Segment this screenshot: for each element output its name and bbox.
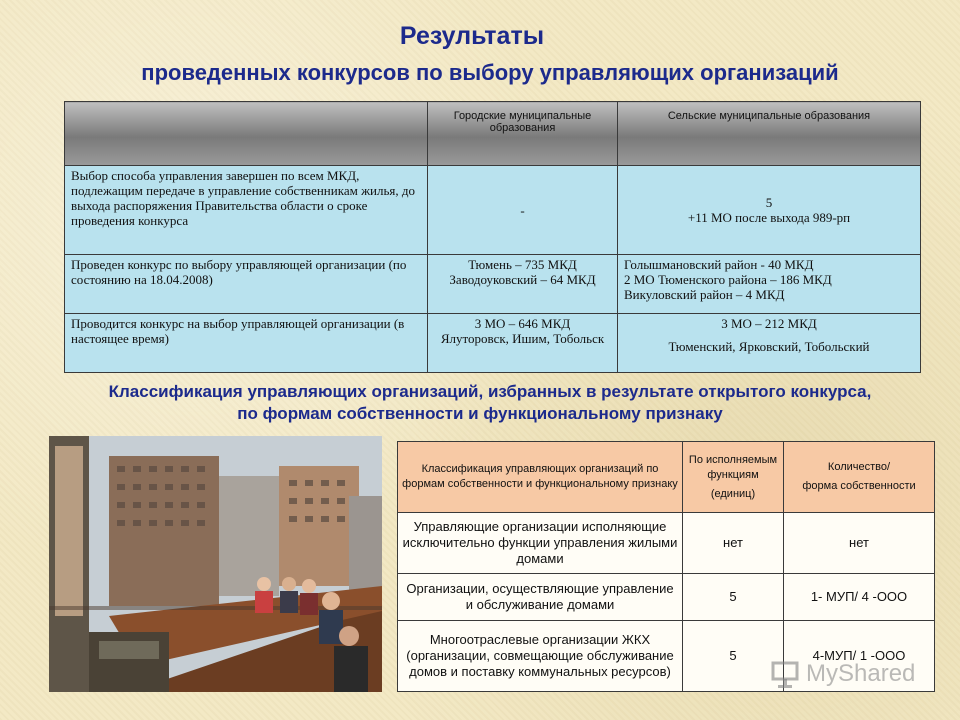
org-count: 5	[683, 574, 784, 621]
classification-header-functions	[683, 442, 784, 513]
classification-header-type: Классификация управляющих организаций по формам собственности и функциональному признаку	[398, 442, 683, 513]
org-count: 5	[683, 621, 784, 692]
rural-line: Тюменский, Ярковский, Тобольский	[668, 339, 870, 354]
org-type: Многоотраслевые организации ЖКХ (организации, совмещающие обслуживание домов и поставку коммунальных ресурсов)	[398, 621, 683, 692]
urban-line: 3 МО – 646 МКД	[474, 316, 571, 331]
results-table	[64, 101, 921, 373]
row-label: Выбор способа управления завершен по всем МКД, подлежащим передаче в управление собственникам жилья, до выхода распоряжения Правительства области о сроке проведения конкурса	[65, 166, 428, 255]
row-label: Проведен конкурс по выбору управляющей организации (по состоянию на 18.04.2008)	[65, 255, 428, 314]
rural-value	[618, 314, 921, 373]
rural-line: Голышмановский район - 40 МКД	[624, 257, 814, 272]
classification-header-ownership	[784, 442, 935, 513]
rural-line: Викуловский район – 4 МКД	[624, 287, 785, 302]
results-header-urban: Городские муниципальные образования	[428, 102, 618, 166]
urban-value: -	[428, 166, 618, 255]
org-type: Организации, осуществляющие управление и обслуживание домами	[398, 574, 683, 621]
org-ownership: 4-МУП/ 1 -ООО	[784, 621, 935, 692]
section-subtitle-line2: по формам собственности и функциональному признаку	[237, 404, 723, 423]
table-row	[398, 574, 935, 621]
rural-value	[618, 166, 921, 255]
table-row	[65, 255, 921, 314]
urban-line: Заводоуковский – 64 МКД	[449, 272, 596, 287]
row-label: Проводится конкурс на выбор управляющей организации (в настоящее время)	[65, 314, 428, 373]
urban-value	[428, 314, 618, 373]
results-header-empty	[65, 102, 428, 166]
header-line: По исполняемым функциям	[688, 453, 778, 481]
watermark-text: MyShared	[806, 660, 916, 687]
page-title: Результаты	[399, 22, 545, 50]
page-title-line2: проведенных конкурсов по выбору управляющих организаций	[141, 60, 839, 85]
rural-line: 3 МО – 212 МКД	[721, 316, 817, 331]
header-line: Количество/	[827, 461, 891, 473]
rural-value	[618, 255, 921, 314]
watermark-logo	[770, 654, 940, 694]
org-type: Управляющие организации исполняющие исключительно функции управления жилыми домами	[398, 513, 683, 574]
urban-value	[428, 255, 618, 314]
urban-line: Ялуторовск, Ишим, Тобольск	[440, 331, 605, 346]
classification-header-row	[398, 442, 935, 513]
results-header-row	[65, 102, 921, 166]
header-line: (единиц)	[710, 487, 756, 500]
org-count: нет	[683, 513, 784, 574]
header-line: форма собственности	[802, 480, 916, 492]
rural-line: 2 МО Тюменского района – 186 МКД	[624, 272, 832, 287]
org-ownership: 1- МУП/ 4 -ООО	[784, 574, 935, 621]
presentation-icon	[770, 659, 800, 689]
results-header-rural: Сельские муниципальные образования	[618, 102, 921, 166]
urban-line: Тюмень – 735 МКД	[468, 257, 577, 272]
rural-line: 5	[765, 195, 773, 210]
table-row	[65, 314, 921, 373]
table-row	[65, 166, 921, 255]
meeting-photo-illustration	[49, 436, 382, 692]
table-row	[398, 513, 935, 574]
section-subtitle: Классификация управляющих организаций, избранных в результате открытого конкурса,	[108, 382, 872, 401]
org-ownership: нет	[784, 513, 935, 574]
meeting-photo	[49, 436, 382, 692]
rural-line: +11 МО после выхода 989-рп	[687, 210, 851, 225]
